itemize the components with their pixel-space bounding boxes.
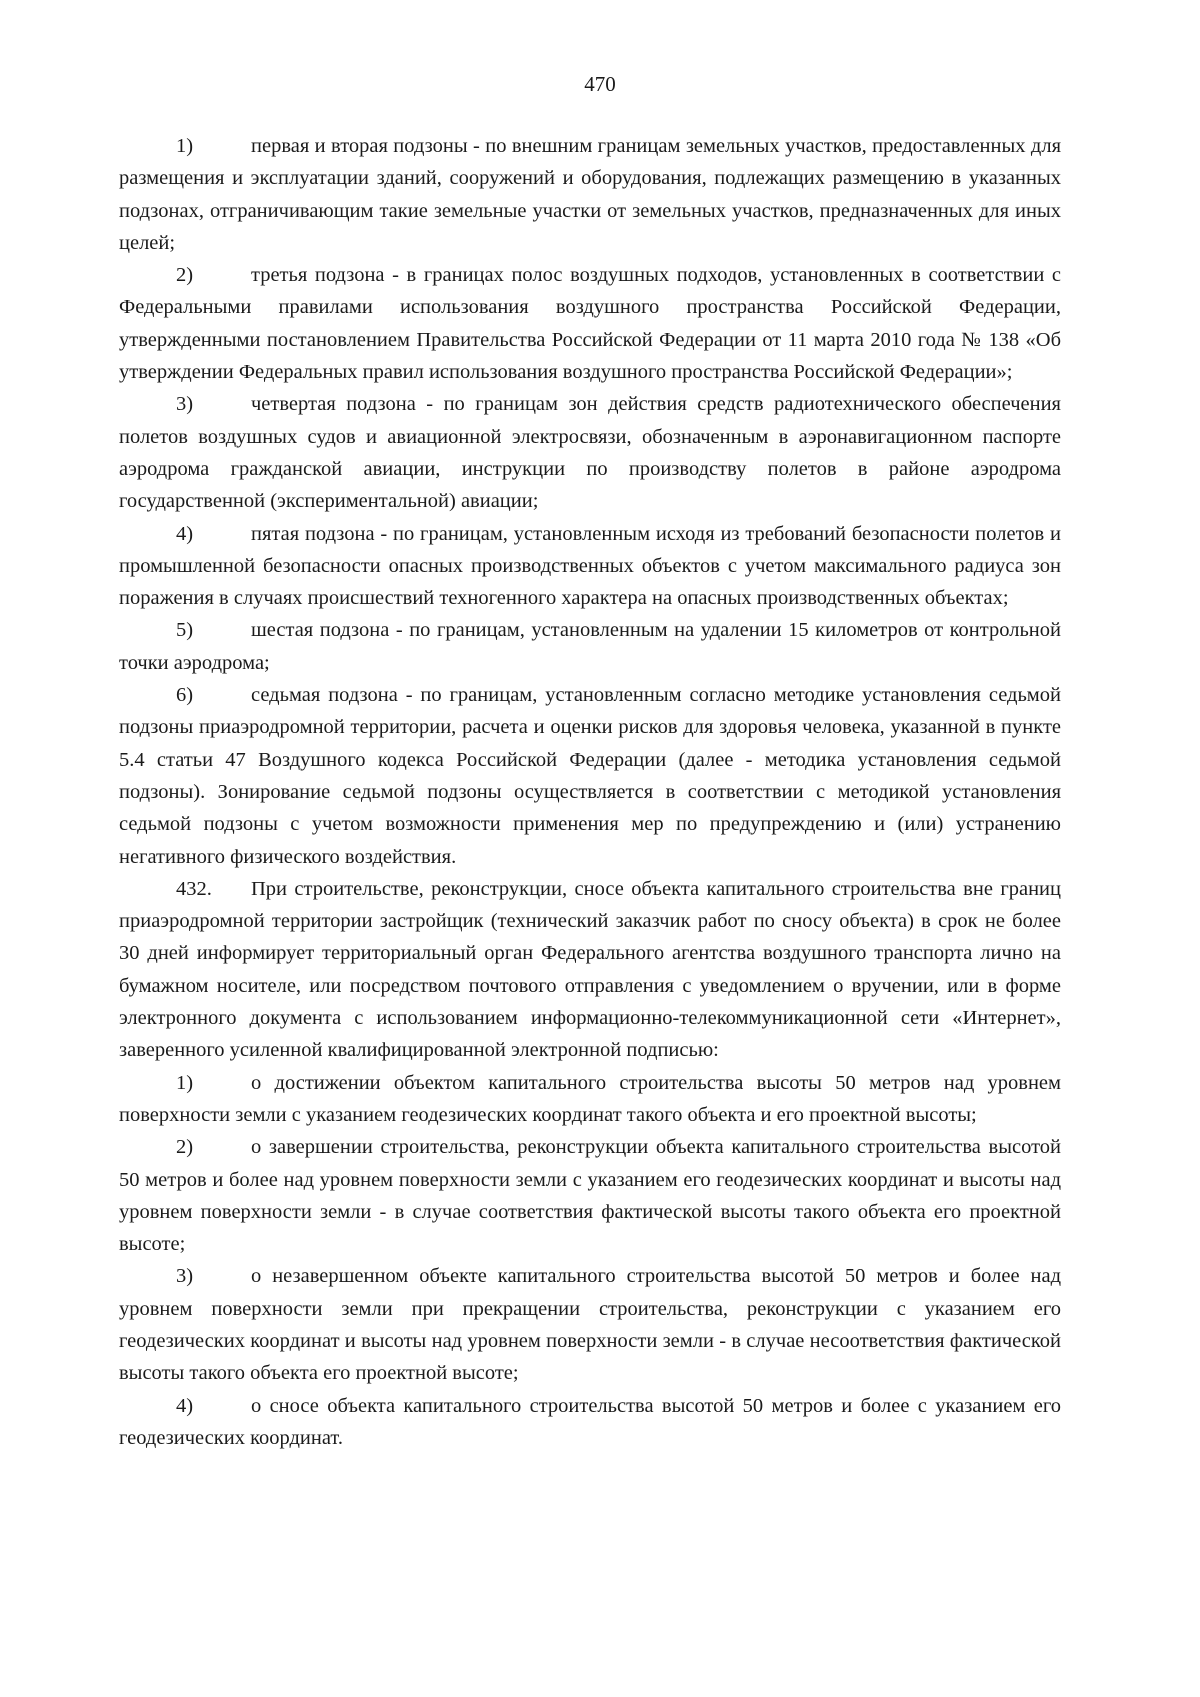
list-item — [119, 679, 1061, 873]
item-number: 5) — [176, 619, 194, 642]
list-item — [119, 388, 1061, 517]
section-number: 432. — [176, 877, 212, 900]
item-text: седьмая подзона - по границам, установленным согласно методике установления седьмой подзоны приаэродромной территории, расчета и оценки рисков для здоровья человека, указанной в пункте 5.4 статьи 47 Воздушного кодекса Российской Федерации (далее - методика установления седьмой подзоны). Зонирование седьмой подзоны осуществляется в соответствии с методикой установления седьмой подзоны с учетом возможности применения мер по предупреждению и (или) устранению негативного физического воздействия. — [119, 684, 1061, 868]
item-number: 6) — [176, 684, 194, 707]
list-item — [119, 1131, 1061, 1260]
list-item — [119, 518, 1061, 615]
item-text: о сносе объекта капитального строительства высотой 50 метров и более с указанием его геодезических координат. — [119, 1394, 1061, 1449]
list-item — [119, 1260, 1061, 1389]
item-number: 1) — [176, 135, 194, 157]
section-paragraph — [119, 873, 1061, 1067]
item-text: о достижении объектом капитального строительства высоты 50 метров над уровнем поверхности земли с указанием геодезических координат такого объекта и его проектной высоты; — [119, 1071, 1061, 1126]
item-text: третья подзона - в границах полос воздушных подходов, установленных в соответствии с Федеральными правилами использования воздушного пространства Российской Федерации, утвержденными постановлением Правительства Российской Федерации от 11 марта 2010 года № 138 «Об утверждении Федеральных правил использования воздушного пространства Российской Федерации»; — [119, 264, 1061, 384]
list-item — [119, 614, 1061, 679]
list-item — [119, 1067, 1061, 1132]
item-text: пятая подзона - по границам, установленным исходя из требований безопасности полетов и промышленной безопасности опасных производственных объектов с учетом максимального радиуса зон поражения в случаях происшествий техногенного характера на опасных производственных объектах; — [119, 522, 1061, 610]
item-text: четвертая подзона - по границам зон действия средств радиотехнического обеспечения полетов воздушных судов и авиационной электросвязи, обозначенным в аэронавигационном паспорте аэродрома гражданской авиации, инструкции по производству полетов в районе аэродрома государственной (экспериментальной) авиации; — [119, 393, 1061, 513]
item-number: 3) — [176, 1265, 194, 1288]
list-item — [119, 130, 1061, 259]
item-text: шестая подзона - по границам, установленным на удалении 15 километров от контрольной точки аэродрома; — [119, 619, 1061, 674]
item-text: о незавершенном объекте капитального строительства высотой 50 метров и более над уровнем поверхности земли при прекращении строительства, реконструкции с указанием его геодезических координат и высоты над уровнем поверхности земли - в случае несоответствия фактической высоты такого объекта его проектной высоте; — [119, 1265, 1061, 1385]
item-number: 1) — [176, 1071, 194, 1094]
item-number: 3) — [176, 393, 194, 416]
section-text: При строительстве, реконструкции, сносе объекта капитального строительства вне границ приаэродромной территории застройщик (технический заказчик работ по сносу объекта) в срок не более 30 дней информирует территориальный орган Федерального агентства воздушного транспорта лично на бумажном носителе, или посредством почтового отправления с уведомлением о вручении, или в форме электронного документа с использованием информационно-телекоммуникационной сети «Интернет», заверенного усиленной квалифицированной электронной подписью: — [119, 877, 1061, 1062]
page-number: 470 — [584, 72, 616, 96]
item-text: о завершении строительства, реконструкции объекта капитального строительства высотой 50 метров и более над уровнем поверхности земли с указанием его геодезических координат и высоты над уровнем поверхности земли - в случае соответствия фактической высоты такого объекта его проектной высоте; — [119, 1136, 1061, 1256]
list-item — [119, 1390, 1061, 1455]
document-body — [119, 130, 1061, 1454]
list-item — [119, 259, 1061, 388]
item-number: 4) — [176, 1394, 194, 1417]
item-number: 4) — [176, 522, 194, 545]
item-number: 2) — [176, 264, 194, 287]
item-number: 2) — [176, 1136, 194, 1159]
item-text: первая и вторая подзоны - по внешним границам земельных участков, предоставленных для размещения и эксплуатации зданий, сооружений и оборудования, подлежащих размещению в указанных подзонах, отграничивающим такие земельные участки от земельных участков, предназначенных для иных целей; — [119, 135, 1061, 254]
